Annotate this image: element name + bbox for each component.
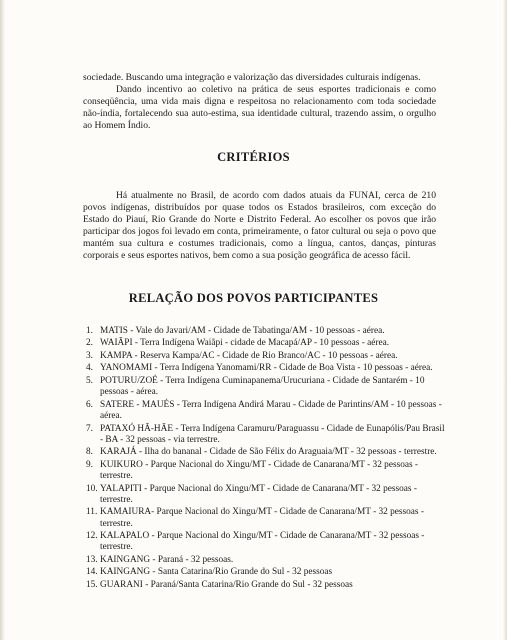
list-item [86,363,448,374]
list-item [86,338,448,349]
list-item [86,326,448,337]
list-item [86,447,448,458]
item-text: SATERE - MAUÉS - Terra Indígena Andirá Marau - Cidade de Parintins/AM - 10 pessoas - aérea. [100,399,442,422]
list-item [86,555,448,566]
item-text: WAIÃPI - Terra Indígena Waiãpi - cidade de Macapá/AP - 10 pessoas - aérea. [100,338,390,349]
item-text: YANOMAMI - Terra Indígena Yanomami/RR - Cidade de Boa Vista - 10 pessoas - aérea. [100,363,433,374]
item-number: 8. [86,447,93,458]
criterios-paragraph: Há atualmente no Brasil, de acordo com dados atuais da FUNAI, cerca de 210 povos indígenas, distribuídos por quase todos os Estados brasileiros, com exceção do Estado do Piauí, Rio Grande do Norte e Distrito Federal. Ao escolher os povos que irão participar dos jogos foi levado em conta, primeiramente, o fator cultural ou seja o povo que mantém sua cultura e costumes tradicionais, como a língua, cantos, danças, pinturas corporais e seus esportes nativos, bem como a sua posição geográfica de acesso fácil. [83,190,436,261]
intro-section [83,72,436,132]
item-number: 7. [86,423,93,434]
item-text: KARAJÁ - Ilha do bananal - Cidade de São Félix do Araguaia/MT - 32 pessoas - terrestre. [100,447,437,458]
item-text: KALAPALO - Parque Nacional do Xingu/MT - Cidade de Canarana/MT - 32 pessoas - terrestre. [100,531,425,553]
list-item [86,376,448,399]
item-number: 6. [86,399,93,410]
participant-list [86,326,448,592]
item-text: KAINGANG - Santa Catarina/Rio Grande do Sul - 32 pessoas [100,567,333,578]
item-number: 13. [86,554,98,565]
list-item [86,460,448,483]
page-left-edge [0,0,5,640]
list-item [86,531,448,554]
item-number: 1. [86,326,93,336]
intro-paragraph-2: Dando incentivo ao coletivo na prática de seus esportes tradicionais e como conseqüência, uma vida mais digna e respeitosa no relacionamento com toda sociedade não-índia, fortalecendo sua auto-estima, sua identidade cultural, trazendo assim, o orgulho ao Homem Índio. [83,84,436,131]
list-item [86,580,448,591]
page-right-edge [503,0,507,640]
intro-paragraph-1: sociedade. Buscando uma integração e valorização das diversidades culturais indígenas. [83,72,421,83]
list-item [86,400,448,423]
item-text: POTURU/ZOÉ - Terra Indígena Cuminapanema/Urucuriana - Cidade de Santarém - 10 pessoas - aérea. [100,375,425,398]
item-text: KAMPA - Reserva Kampa/AC - Cidade de Rio Branco/AC - 10 pessoas - aérea. [100,350,398,361]
item-text: GUARANI - Paraná/Santa Catarina/Rio Grande do Sul - 32 pessoas [100,579,353,590]
criterios-heading: CRITÉRIOS [217,150,290,164]
item-text: KAMAIURA- Parque Nacional do Xingu/MT - Cidade de Canarana/MT - 32 pessoas - terrestre. [100,507,424,529]
item-number: 9. [86,459,93,470]
item-number: 12. [86,531,98,542]
item-number: 5. [86,375,93,386]
item-text: PATAXÓ HÃ-HÃE - Terra Indígena Caramuru/Paraguassu - Cidade de Eunapólis/Pau Brasil - BA - 32 pessoas - via terrestre. [100,423,445,445]
list-item [86,484,448,507]
list-item [86,424,448,447]
item-text: MATIS - Vale do Javari/AM - Cidade de Tabatinga/AM - 10 pessoas - aérea. [100,326,385,336]
item-number: 15. [86,579,98,590]
item-text: KUIKURO - Parque Nacional do Xingu/MT - Cidade de Canarana/MT - 32 pessoas - terrestre. [100,459,419,482]
item-number: 3. [86,350,93,361]
item-text: YALAPITI - Parque Nacional do Xingu/MT - Cidade de Canarana/MT - 32 pessoas - terrestre. [100,483,417,505]
criterios-section [83,190,436,262]
item-number: 11. [86,507,98,518]
list-item [86,507,448,530]
list-item [86,567,448,578]
item-text: KAINGANG - Paraná - 32 pessoas. [100,554,234,565]
relacao-heading: RELAÇÃO DOS POVOS PARTICIPANTES [128,291,379,305]
item-number: 10. [86,483,98,494]
item-number: 14. [86,567,98,578]
item-number: 4. [86,363,93,374]
list-item [86,351,448,362]
item-number: 2. [86,338,93,349]
